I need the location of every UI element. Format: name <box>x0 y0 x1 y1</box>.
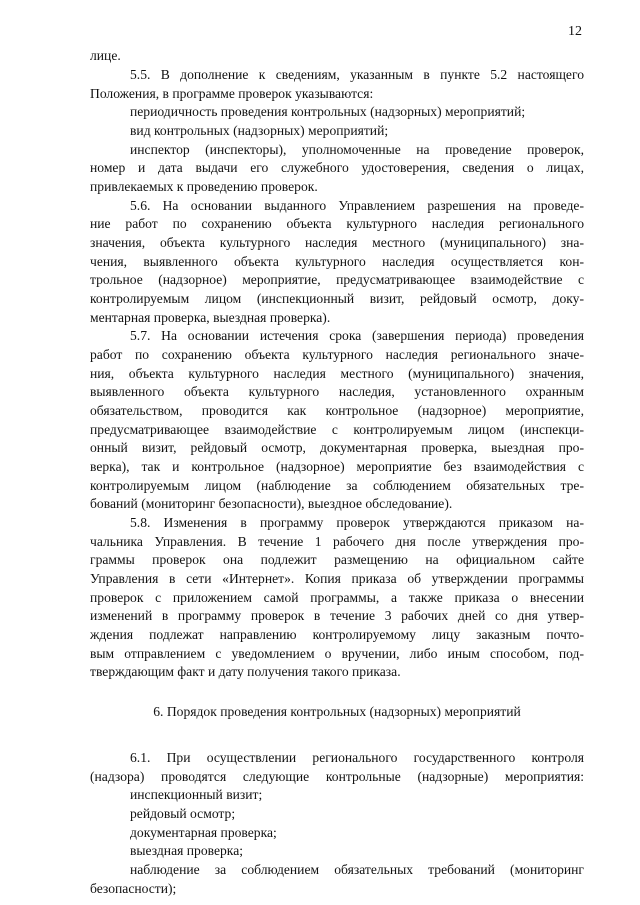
text-line: чальника Управления. В течение 1 рабочего дня после утверждения про- <box>90 534 584 549</box>
text-line: 5.5. В дополнение к сведениям, указанным в пункте 5.2 настоящего <box>130 67 584 82</box>
list-item: документарная проверка; <box>130 825 277 840</box>
text-line: верка), так и контрольное (надзорное) мероприятие без взаимодействия с <box>90 459 584 474</box>
text-line: 5.8. Изменения в программу проверок утверждаются приказом на- <box>130 515 584 530</box>
text-line: трольное (надзорное) мероприятие, предусматривающее взаимодействие с <box>90 272 584 287</box>
text-line: работ по сохранению объекта культурного наследия регионального значе- <box>90 347 584 362</box>
list-item: инспекционный визит; <box>130 787 263 802</box>
text-line: привлекаемых к проведению проверок. <box>90 179 318 194</box>
text-line: 5.7. На основании истечения срока (завершения периода) проведения <box>130 328 584 343</box>
text-line: предусматривающее взаимодействие с контролируемым лицом (инспекци- <box>90 422 584 437</box>
text-line: ние работ по сохранению объекта культурного наследия регионального <box>90 216 584 231</box>
page-number: 12 <box>568 24 582 39</box>
section-heading: 6. Порядок проведения контрольных (надзорных) мероприятий <box>153 704 521 719</box>
text-line: значения, объекта культурного наследия местного (муниципального) зна- <box>90 235 584 250</box>
text-line: номер и дата выдачи его служебного удостоверения, сведения о лицах, <box>90 160 584 175</box>
text-line: Управления в сети «Интернет». Копия приказа об утверждении программы <box>90 571 584 586</box>
text-line: тверждающим факт и дату получения такого приказа. <box>90 664 401 679</box>
text-line: ментарная проверка, выездная проверка). <box>90 310 331 325</box>
text-line: Положения, в программе проверок указываются: <box>90 86 374 101</box>
text-line: безопасности); <box>90 881 177 896</box>
text-line: граммы проверок она подлежит размещению на официальном сайте <box>90 552 584 567</box>
text-line: обязательством, проводится как контрольное (надзорное) мероприятие, <box>90 403 584 418</box>
text-line: бований (мониторинг безопасности), выездное обследование). <box>90 496 453 511</box>
list-item: периодичность проведения контрольных (надзорных) мероприятий; <box>130 104 526 119</box>
text-line: 5.6. На основании выданного Управлением разрешения на проведе- <box>130 198 584 213</box>
text-line: ждения подлежат направлению контролируемому лицу заказным почто- <box>90 627 584 642</box>
list-item: рейдовый осмотр; <box>130 806 236 821</box>
text-line: чения, выявленного объекта культурного наследия осуществляется кон- <box>90 254 584 269</box>
text-line: проверок с приложением самой программы, а также приказа о внесении <box>90 590 584 605</box>
text-line: онный визит, рейдовый осмотр, документарная проверка, выездная про- <box>90 440 584 455</box>
list-item: наблюдение за соблюдением обязательных требований (мониторинг <box>130 862 584 877</box>
text-line: (надзора) проводятся следующие контрольные (надзорные) мероприятия: <box>90 769 584 784</box>
text-line: вым отправлением с уведомлением о вручении, либо иным способом, под- <box>90 646 584 661</box>
list-item: выездная проверка; <box>130 843 243 858</box>
text-line: контролируемым лицом (инспекционный визит, рейдовый осмотр, доку- <box>90 291 584 306</box>
text-line: изменений в программу проверок в течение 3 рабочих дней со дня утвер- <box>90 608 584 623</box>
text-line: выявленного объекта культурного наследия, установленного охранным <box>90 384 584 399</box>
text-line: лице. <box>90 48 121 63</box>
list-item: инспектор (инспекторы), уполномоченные на проведение проверок, <box>130 142 584 157</box>
text-line: ния, объекта культурного наследия местного (муниципального) значения, <box>90 366 584 381</box>
list-item: вид контрольных (надзорных) мероприятий; <box>130 123 389 138</box>
text-line: 6.1. При осуществлении регионального государственного контроля <box>130 750 584 765</box>
text-line: контролируемым лицом (наблюдение за соблюдением обязательных тре- <box>90 478 584 493</box>
